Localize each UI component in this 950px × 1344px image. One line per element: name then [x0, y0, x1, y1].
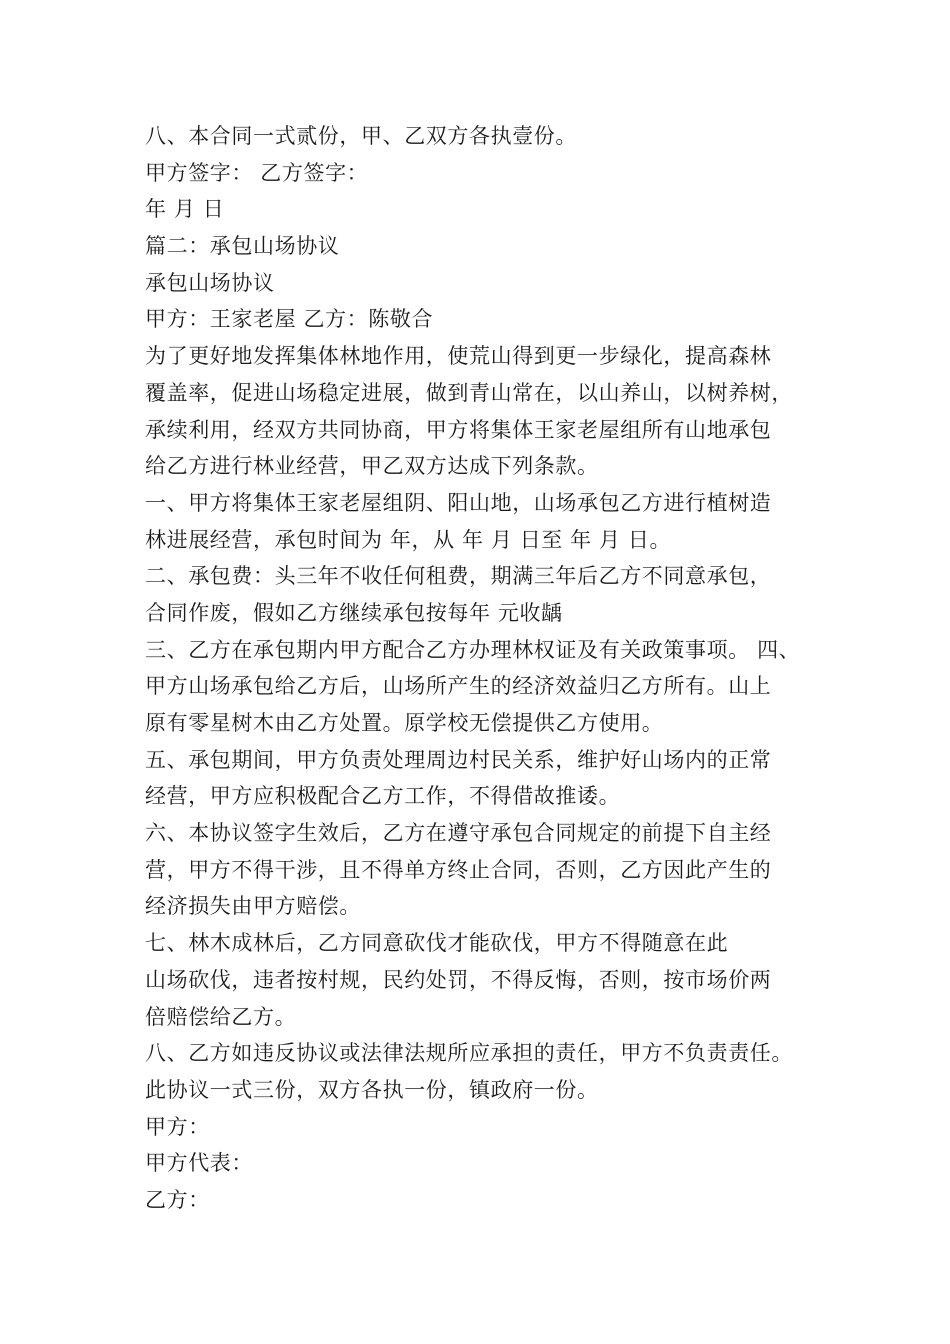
parties-line: 甲方：王家老屋 乙方：陈敬合 [145, 307, 434, 332]
text-line: 五、承包期间，甲方负责处理周边村民关系，维护好山场内的正常 [145, 747, 772, 772]
text-line: 林进展经营，承包时间为 年，从 年 月 日至 年 月 日。 [145, 527, 672, 552]
text-line: 六、本协议签字生效后，乙方在遵守承包合同规定的前提下自主经 [145, 821, 772, 846]
text-line: 山场砍伐，违者按村规，民约处罚，不得反悔，否则，按市场价两 [145, 967, 772, 992]
text-line: 经营，甲方应积极配合乙方工作，不得借故推诿。 [145, 784, 621, 809]
text-line: 甲方山场承包给乙方后，山场所产生的经济效益归乙方所有。山上 [145, 674, 772, 699]
signature-party-a-representative: 甲方代表： [145, 1151, 253, 1176]
signature-party-a: 甲方： [145, 1114, 210, 1139]
text-line: 一、甲方将集体王家老屋组阴、阳山地，山场承包乙方进行植树造 [145, 490, 772, 515]
text-line: 倍赔偿给乙方。 [145, 1004, 297, 1029]
section-heading: 篇二：承包山场协议 [145, 234, 340, 259]
text-line: 给乙方进行林业经营，甲乙双方达成下列条款。 [145, 454, 599, 479]
text-line: 为了更好地发挥集体林地作用，使荒山得到更一步绿化，提高森林 [145, 344, 772, 369]
text-line: 合同作废，假如乙方继续承包按每年 元收龋 [145, 600, 563, 625]
text-line: 覆盖率，促进山场稳定进展，做到青山常在，以山养山，以树养树， [145, 380, 793, 405]
signature-party-b: 乙方： [145, 1187, 210, 1212]
text-line: 八、乙方如违反协议或法律法规所应承担的责任，甲方不负责责任。 [145, 1041, 793, 1066]
text-line: 三、乙方在承包期内甲方配合乙方办理林权证及有关政策事项。 四、 [145, 637, 801, 662]
text-line: 营，甲方不得干涉，且不得单方终止合同，否则，乙方因此产生的 [145, 857, 772, 882]
text-line: 二、承包费：头三年不收任何租费，期满三年后乙方不同意承包， [145, 564, 772, 589]
text-line: 七、林木成林后，乙方同意砍伐才能砍伐，甲方不得随意在此 [145, 931, 729, 956]
text-line: 八、本合同一式贰份，甲、乙双方各执壹份。 [145, 124, 577, 148]
document-title: 承包山场协议 [145, 270, 275, 295]
text-line: 年 月 日 [145, 197, 225, 222]
text-line: 甲方签字： 乙方签字： [145, 160, 369, 185]
document-body [145, 118, 845, 1219]
text-line: 此协议一式三份，双方各执一份，镇政府一份。 [145, 1077, 599, 1102]
text-line: 原有零星树木由乙方处置。原学校无偿提供乙方使用。 [145, 711, 664, 735]
text-line: 承续利用，经双方共同协商，甲方将集体王家老屋组所有山地承包 [145, 417, 772, 442]
text-line: 经济损失由甲方赔偿。 [145, 894, 361, 919]
